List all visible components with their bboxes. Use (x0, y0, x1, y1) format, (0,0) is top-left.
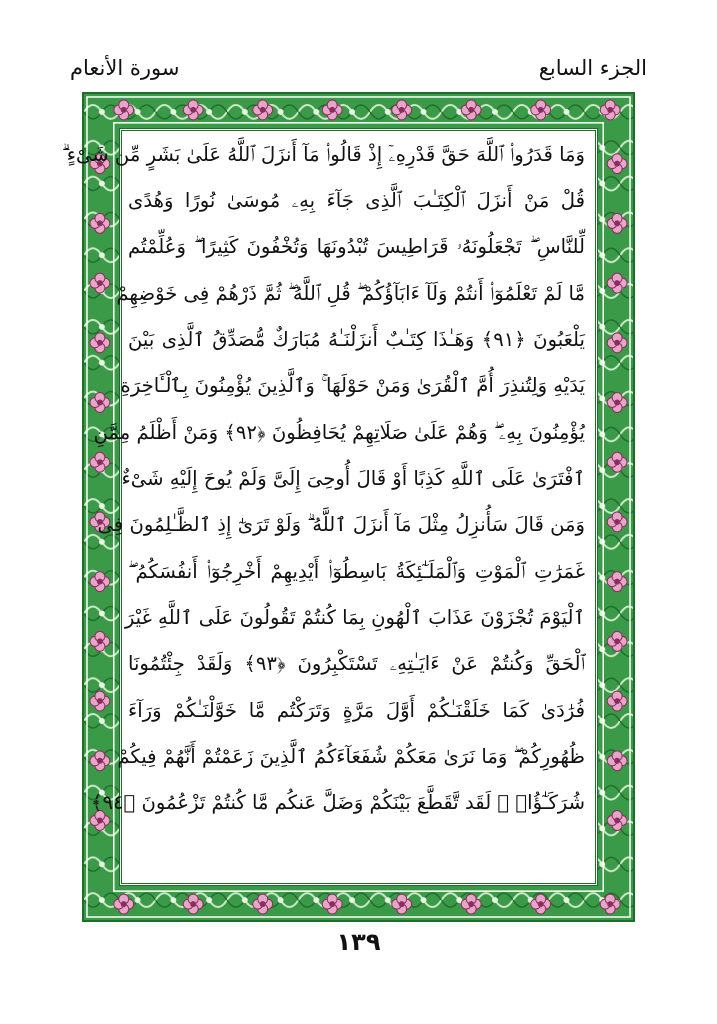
flower-ornament-5 (253, 894, 273, 914)
flower-ornament-7 (322, 894, 342, 914)
flower-ornament-6 (322, 100, 342, 120)
juz-title: الجزء السابع (538, 56, 647, 80)
flower-ornament-14 (600, 100, 620, 120)
text-line-15: شُرَكَـٰٓؤُا۟ ۚ لَقَد تَّقَطَّعَ بَيْنَكُمْ وَضَلَّ عَنكُم مَّا كُنتُمْ تَزْعُمُونَ ﴿٩٤﴾ (91, 791, 585, 814)
flower-ornament-12 (531, 100, 551, 120)
flower-ornament-20 (90, 273, 110, 293)
flower-ornament-34 (90, 691, 110, 711)
flower-ornament-10 (461, 100, 481, 120)
text-line-11: ٱلْيَوْمَ تُجْزَوْنَ عَذَابَ ٱلْهُونِ بِمَا كُنتُمْ تَقُولُونَ عَلَى ٱللَّهِ غَيْرَ (124, 606, 585, 629)
flower-ornament-25 (607, 393, 627, 413)
flower-ornament-3 (183, 894, 203, 914)
flower-ornament-2 (183, 100, 203, 120)
text-line-3: لِّلنَّاسِ ۖ تَجْعَلُونَهُۥ قَرَاطِيسَ تُبْدُونَهَا وَتُخْفُونَ كَثِيرًا ۖ وَعُلِّمْتُم (128, 235, 585, 258)
text-area (61, 132, 591, 876)
text-line-1: وَمَا قَدَرُوا۟ ٱللَّهَ حَقَّ قَدْرِهِۦٓ إِذْ قَالُوا۟ مَآ أَنزَلَ ٱللَّهُ عَلَىٰ بَشَرٍ مِّن شَىْءٍ ۗ (61, 143, 585, 166)
flower-ornament-39 (607, 811, 627, 831)
flower-ornament-4 (253, 100, 273, 120)
flower-ornament-23 (607, 333, 627, 353)
flower-ornament-18 (90, 213, 110, 233)
flower-ornament-13 (531, 894, 551, 914)
flower-ornament-29 (607, 512, 627, 532)
flower-ornament-30 (90, 572, 110, 592)
flower-ornament-31 (607, 572, 627, 592)
flower-ornament-21 (607, 273, 627, 293)
text-line-9: وَمَن قَالَ سَأُنزِلُ مِثْلَ مَآ أَنزَلَ ٱللَّهُ ۗ وَلَوْ تَرَىٰٓ إِذِ ٱلظَّـٰلِمُونَ فِى (97, 513, 585, 536)
flower-ornament-32 (90, 631, 110, 651)
text-line-2: قُلْ مَنْ أَنزَلَ ٱلْكِتَـٰبَ ٱلَّذِى جَآءَ بِهِۦ مُوسَىٰ نُورًا وَهُدًى (128, 189, 585, 212)
flower-ornament-9 (392, 894, 412, 914)
flower-ornament-15 (600, 894, 620, 914)
flower-ornament-35 (607, 691, 627, 711)
text-line-14: ظُهُورِكُمْ ۖ وَمَا نَرَىٰ مَعَكُمْ شُفَعَآءَكُمُ ٱلَّذِينَ زَعَمْتُمْ أَنَّهُمْ فِيكُمْ (117, 745, 585, 768)
text-line-7: يُؤْمِنُونَ بِهِۦ ۖ وَهُمْ عَلَىٰ صَلَاتِهِمْ يُحَافِظُونَ ﴿٩٢﴾ وَمَنْ أَظْلَمُ مِمَّنِ (93, 421, 585, 444)
text-line-12: ٱلْحَقِّ وَكُنتُمْ عَنْ ءَايَـٰتِهِۦ تَسْتَكْبِرُونَ ﴿٩٣﴾ وَلَقَدْ جِئْتُمُونَا (128, 652, 585, 675)
flower-ornament-1 (114, 894, 134, 914)
flower-ornament-8 (392, 100, 412, 120)
text-line-10: غَمَرَٰتِ ٱلْمَوْتِ وَٱلْمَلَـٰٓئِكَةُ بَاسِطُوٓا۟ أَيْدِيهِمْ أَخْرِجُوٓا۟ أَنفُسَكُمُ ۖ (128, 560, 585, 583)
text-line-8: ٱفْتَرَىٰ عَلَى ٱللَّهِ كَذِبًا أَوْ قَالَ أُوحِىَ إِلَىَّ وَلَمْ يُوحَ إِلَيْهِ شَىْءٌ (121, 467, 585, 490)
flower-ornament-36 (90, 751, 110, 771)
flower-ornament-17 (607, 154, 627, 174)
flower-ornament-11 (461, 894, 481, 914)
text-line-4: مَّا لَمْ تَعْلَمُوٓا۟ أَنتُمْ وَلَآ ءَابَآؤُكُمْ ۖ قُلِ ٱللَّهُ ۖ ثُمَّ ذَرْهُمْ فِى خَوْضِهِمْ (116, 282, 585, 305)
page-header (70, 56, 647, 92)
text-line-13: فُرَٰدَىٰ كَمَا خَلَقْنَـٰكُمْ أَوَّلَ مَرَّةٍ وَتَرَكْتُم مَّا خَوَّلْنَـٰكُمْ وَرَآءَ (128, 699, 585, 722)
text-line-5: يَلْعَبُونَ ﴿٩١﴾ وَهَـٰذَا كِتَـٰبٌ أَنزَلْنَـٰهُ مُبَارَكٌ مُّصَدِّقُ ٱلَّذِى بَيْنَ (128, 328, 586, 351)
flower-ornament-19 (607, 213, 627, 233)
surah-title: سورة الأنعام (70, 56, 180, 80)
flower-ornament-27 (607, 452, 627, 472)
flower-ornament-33 (607, 631, 627, 651)
flower-ornament-22 (90, 333, 110, 353)
page-number: ١٣٩ (336, 928, 381, 956)
flower-ornament-37 (607, 751, 627, 771)
flower-ornament-0 (114, 100, 134, 120)
text-line-6: يَدَيْهِ وَلِتُنذِرَ أُمَّ ٱلْقُرَىٰ وَمَنْ حَوْلَهَا ۚ وَٱلَّذِينَ يُؤْمِنُونَ بِٱلْـَٔاخِرَةِ (120, 374, 585, 397)
